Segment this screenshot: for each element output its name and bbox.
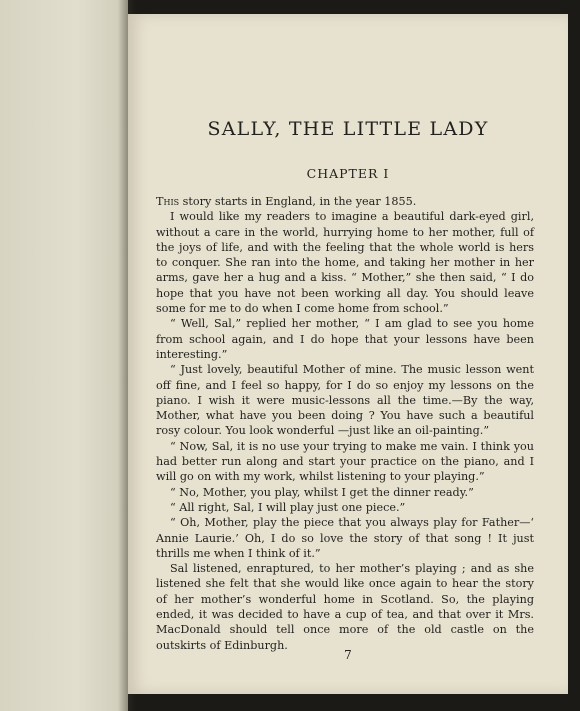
paragraph-2: I would like my readers to imagine a beautiful dark-eyed girl, without a care in the world, hurrying home to her mother, full of the joys of life, and with the feeling that the whole world is hers to conquer. She ran into the home, and taking her mother in her arms, gave her a hug and a kiss. “ Mother,” she then said, “ I do hope that you have not been working all day. You should leave some for me to do when I come home from school.” xyxy=(156,210,534,316)
book-title: SALLY, THE LITTLE LADY xyxy=(207,118,489,140)
paragraph-4: “ Just lovely, beautiful Mother of mine. The music lesson went off fine, and I feel so happy, for I do so enjoy my lessons on the piano. I wish it were music-lessons all the time.—By the way, Mother, what have you been doing ? You have such a beautiful rosy colour. You look wonderful —just like an oil-painting.” xyxy=(156,363,534,438)
page-number: 7 xyxy=(344,648,352,662)
left-page-edge xyxy=(0,0,128,711)
paragraph-7: “ All right, Sal, I will play just one piece.” xyxy=(170,500,406,514)
chapter-heading: CHAPTER I xyxy=(306,166,390,181)
paragraph-5: “ Now, Sal, it is no use your trying to make me vain. I think you had better run along and start your practice on the piano, and I will go on with my work, whilst listening to your playing.” xyxy=(156,439,534,484)
opening-word: This xyxy=(156,195,180,208)
paragraph-9: Sal listened, enraptured, to her mother’s playing ; and as she listened she felt that she would like once again to hear the story of her mother’s wonderful home in Scotland. So, the playing ended, it was decided to have a cup of tea, and that over it Mrs. MacDonald should tell once more of the old castle on the outskirts of Edinburgh. xyxy=(156,562,534,652)
chapter-body xyxy=(156,194,534,653)
paragraph-1 xyxy=(156,194,534,209)
paragraph-8: “ Oh, Mother, play the piece that you always play for Father—‘ Annie Laurie.’ Oh, I do so love the story of that song ! It just thrills me when I think of it.” xyxy=(156,516,534,560)
book-page xyxy=(128,14,568,694)
paragraph-6: “ No, Mother, you play, whilst I get the dinner ready.” xyxy=(170,485,474,499)
paragraph-text: story starts in England, in the year 1855. xyxy=(179,195,417,208)
paragraph-3: “ Well, Sal,” replied her mother, “ I am glad to see you home from school again, and I do hope that your lessons have been interesting.” xyxy=(156,317,534,361)
